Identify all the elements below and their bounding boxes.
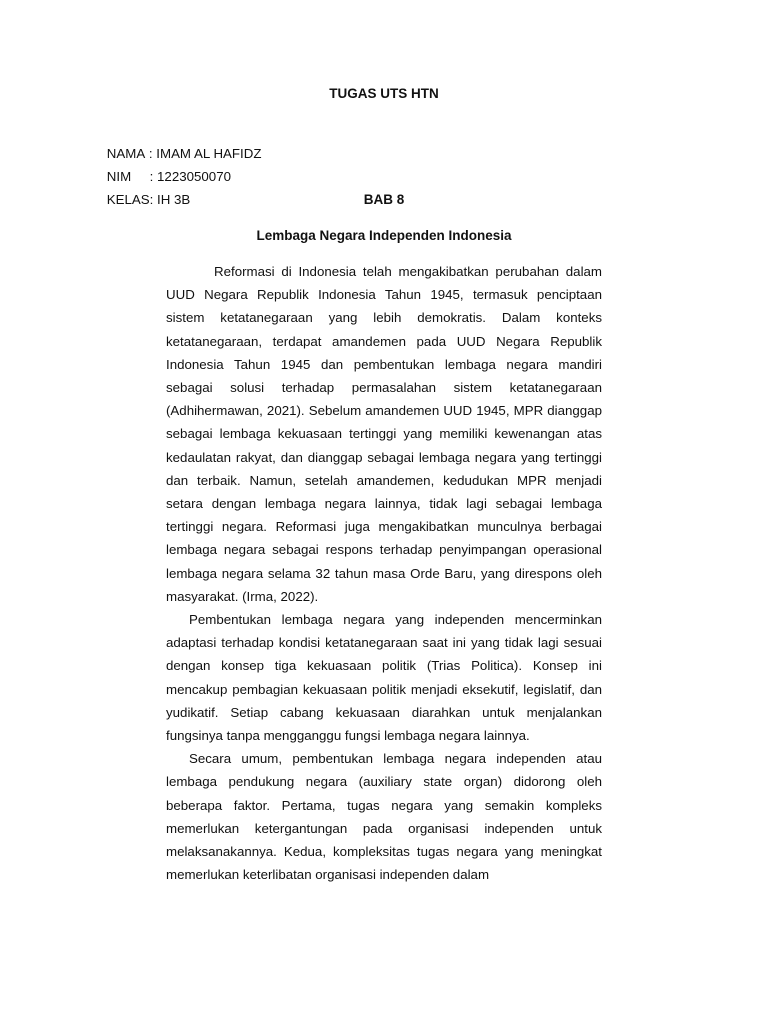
- chapter-heading: BAB 8: [363, 192, 405, 207]
- info-value: 1223050070: [157, 169, 231, 184]
- section-heading: Lembaga Negara Independen Indonesia: [256, 228, 512, 243]
- body-text: [166, 260, 602, 886]
- info-label: KELAS: [106, 192, 150, 207]
- paragraph: Secara umum, pembentukan lembaga negara independen atau lembaga pendukung negara (auxiliary state organ) didorong oleh beberapa faktor. Pertama, tugas negara yang semakin kompleks memerlukan ketergantungan pada organisasi independen untuk melaksanakannya. Kedua, kompleksitas tugas negara yang meningkat memerlukan keterlibatan organisasi independen dalam: [166, 751, 602, 883]
- info-value: IH 3B: [157, 192, 191, 207]
- info-separator: :: [131, 169, 158, 184]
- info-separator: :: [145, 146, 157, 161]
- paragraph: Pembentukan lembaga negara yang independen mencerminkan adaptasi terhadap kondisi ketatanegaraan saat ini yang tidak lagi sesuai dengan konsep tiga kekuasaan politik (Trias Politica). Konsep ini mencakup pembagian kekuasaan politik menjadi eksekutif, legislatif, dan yudikatif. Setiap cabang kekuasaan diarahkan untuk menjalankan fungsinya tanpa mengganggu fungsi lembaga negara lainnya.: [166, 612, 602, 744]
- paragraph: Reformasi di Indonesia telah mengakibatkan perubahan dalam UUD Negara Republik Indonesia Tahun 1945, termasuk penciptaan sistem ketatanegaraan yang lebih demokratis. Dalam konteks ketatanegaraan, terdapat amandemen pada UUD Negara Republik Indonesia Tahun 1945 dan pembentukan lembaga negara mandiri sebagai solusi terhadap permasalahan sistem ketatanegaraan (Adhihermawan, 2021). Sebelum amandemen UUD 1945, MPR dianggap sebagai lembaga kekuasaan tertinggi yang memiliki kewenangan atas kedaulatan rakyat, dan dianggap sebagai lembaga negara yang tertinggi dan terbaik. Namun, setelah amandemen, kedudukan MPR menjadi setara dengan lembaga negara lainnya, tidak lagi sebagai lembaga tertinggi negara. Reformasi juga mengakibatkan munculnya berbagai lembaga negara sebagai respons terhadap penyimpangan operasional lembaga negara selama 32 tahun masa Orde Baru, yang direspons oleh masyarakat. (Irma, 2022).: [166, 264, 602, 604]
- info-label: NAMA: [106, 146, 146, 161]
- info-value: IMAM AL HAFIDZ: [156, 146, 262, 161]
- info-separator: :: [149, 192, 158, 207]
- document-title: TUGAS UTS HTN: [329, 86, 439, 101]
- info-label: NIM: [106, 169, 132, 184]
